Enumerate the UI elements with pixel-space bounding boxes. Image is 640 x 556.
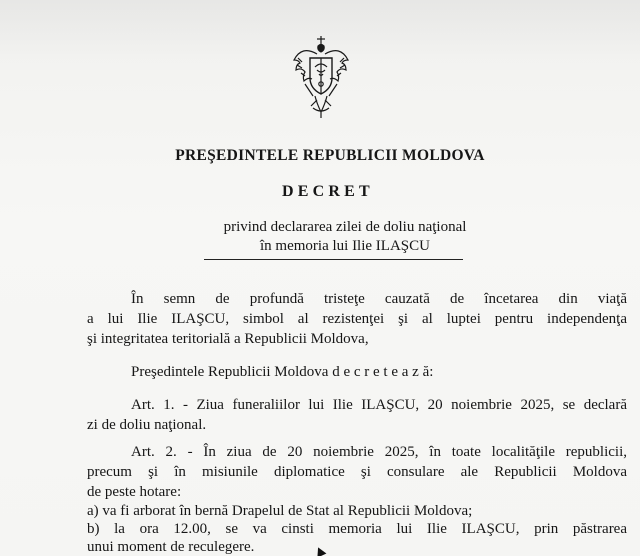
preamble-line-1: În semn de profundă tristeţe cauzată de încetarea din viaţă (131, 291, 627, 307)
article-2-point-a: a) va fi arborat în bernă Drapelul de Stat al Republicii Moldova; (87, 503, 473, 519)
mouse-cursor-icon (314, 545, 327, 556)
article-2-point-b-line-2: unui moment de reculegere. (87, 539, 255, 555)
subject-line-2: în memoria lui Ilie ILAŞCU (260, 238, 430, 254)
subject-line-1: privind declararea zilei de doliu naţional (223, 219, 467, 235)
issuer-heading: PREŞEDINTELE REPUBLICII MOLDOVA (175, 147, 485, 164)
preamble-line-3: şi integritatea teritorială a Republicii Moldova, (87, 331, 369, 347)
article-1-line-2: zi de doliu naţional. (87, 417, 207, 433)
article-2-line-2: precum şi în misiunile diplomatice şi consulare ale Republicii Moldova (87, 464, 627, 480)
article-2-point-b-line-1: b) la ora 12.00, se va cinsti memoria lui Ilie ILAŞCU, prin păstrarea (87, 521, 627, 537)
preamble-line-2: a lui Ilie ILAŞCU, simbol al rezistenţei şi al luptei pentru independenţa (87, 311, 627, 327)
article-2-line-3: de peste hotare: (87, 484, 182, 500)
subject-underline (204, 259, 463, 260)
article-1-line-1: Art. 1. - Ziua funeraliilor lui Ilie ILAŞCU, 20 noiembrie 2025, se declară (131, 397, 627, 413)
document-type: DECRET (282, 183, 374, 200)
moldova-coat-of-arms-icon (291, 34, 351, 120)
article-2-line-1: Art. 2. - În ziua de 20 noiembrie 2025, în toate localităţile republicii, (131, 444, 627, 460)
decree-formula: Preşedintele Republicii Moldova d e c r e t e a z ă: (131, 364, 434, 380)
